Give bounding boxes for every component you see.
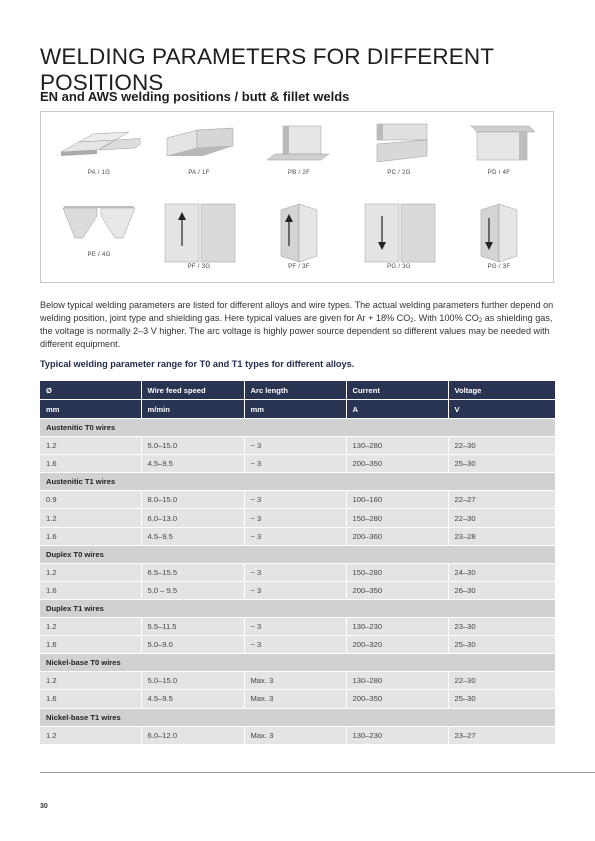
table-row [40, 455, 555, 473]
group-label: Nickel-base T1 wires [40, 708, 555, 726]
units-row [40, 400, 555, 419]
table-cell: ~ 3 [244, 636, 346, 654]
table-cell: 1.2 [40, 509, 141, 527]
table-cell: Max. 3 [244, 690, 346, 708]
table-cell: 5.5–11.5 [141, 618, 244, 636]
table-cell: ~ 3 [244, 527, 346, 545]
position-label: PG / 3G [387, 264, 411, 270]
position-label: PF / 3G [187, 264, 211, 270]
page-number: 30 [40, 803, 48, 810]
table-cell: 1.2 [40, 618, 141, 636]
pe-4g-illustration [57, 202, 141, 252]
table-cell: Max. 3 [244, 672, 346, 690]
page-title: WELDING PARAMETERS FOR DIFFERENT POSITIONS [40, 44, 494, 95]
table-cell: 150–280 [346, 509, 448, 527]
group-row [40, 473, 555, 491]
position-label: PC / 2G [387, 170, 411, 176]
table-cell: 8.0–15.0 [141, 491, 244, 509]
pb-2f-illustration [257, 120, 341, 170]
table-row [40, 618, 555, 636]
table-cell: 25–30 [448, 636, 555, 654]
group-row [40, 708, 555, 726]
table-cell: 4.5–9.5 [141, 455, 244, 473]
pg-3f-illustration [457, 202, 541, 264]
group-row [40, 545, 555, 563]
table-cell: ~ 3 [244, 455, 346, 473]
table-cell: 200–360 [346, 527, 448, 545]
pg-3g-illustration [357, 202, 441, 264]
table-cell: 1.2 [40, 672, 141, 690]
table-row [40, 581, 555, 599]
table-cell: 25–30 [448, 690, 555, 708]
table-cell: 1.2 [40, 726, 141, 744]
table-cell: 200–350 [346, 455, 448, 473]
table-cell: ~ 3 [244, 581, 346, 599]
table-cell: 200–320 [346, 636, 448, 654]
position-label: PA / 1G [87, 170, 111, 176]
table-cell: 22–27 [448, 491, 555, 509]
welding-positions-figure [40, 111, 554, 283]
column-header: Current [346, 381, 448, 400]
table-cell: 23–27 [448, 726, 555, 744]
table-cell: 4.5–9.5 [141, 690, 244, 708]
pa-1f-illustration [157, 120, 241, 170]
table-row [40, 636, 555, 654]
table-cell: 130–280 [346, 672, 448, 690]
position-label: PE / 4G [87, 252, 111, 258]
table-cell: 1.2 [40, 563, 141, 581]
footer-divider [40, 772, 595, 773]
table-cell: 22–30 [448, 672, 555, 690]
column-header: Arc length [244, 381, 346, 400]
position-label: PB / 2F [287, 170, 311, 176]
table-cell: 22–30 [448, 509, 555, 527]
table-cell: 0.9 [40, 491, 141, 509]
table-cell: Max. 3 [244, 726, 346, 744]
position-label: PG / 3F [487, 264, 511, 270]
table-cell: 5.0–9.0 [141, 636, 244, 654]
position-pa-1f [149, 120, 249, 176]
table-row [40, 437, 555, 455]
table-cell: 6.5–15.5 [141, 563, 244, 581]
group-label: Duplex T0 wires [40, 545, 555, 563]
unit-header: mm [244, 400, 346, 419]
pc-2g-illustration [357, 120, 441, 170]
table-cell: 150–280 [346, 563, 448, 581]
position-label: PF / 3F [288, 264, 310, 270]
table-cell: 22–30 [448, 437, 555, 455]
table-cell: 4.5–9.5 [141, 527, 244, 545]
position-pd-4f [449, 120, 549, 176]
group-label: Austenitic T1 wires [40, 473, 555, 491]
position-pb-2f [249, 120, 349, 176]
column-header: Ø [40, 381, 141, 400]
table-row [40, 527, 555, 545]
position-pf-3f [249, 202, 349, 270]
table-row [40, 509, 555, 527]
group-row [40, 599, 555, 617]
table-cell: 1.6 [40, 527, 141, 545]
table-cell: 6.0–12.0 [141, 726, 244, 744]
unit-header: A [346, 400, 448, 419]
welding-parameters-table [40, 381, 555, 745]
position-label: PA / 1F [188, 170, 210, 176]
table-cell: 26–30 [448, 581, 555, 599]
table-cell: 5.0–15.0 [141, 672, 244, 690]
group-label: Duplex T1 wires [40, 599, 555, 617]
position-pa-1g [49, 120, 149, 176]
pf-3f-illustration [257, 202, 341, 264]
column-header: Wire feed speed [141, 381, 244, 400]
table-cell: 200–350 [346, 690, 448, 708]
table-cell: 1.6 [40, 636, 141, 654]
intro-paragraph: Below typical welding parameters are listed for different alloys and wire types. The actual welding parameters further depend on welding position, joint type and shielding gas. Here typical values are given for Ar + 18% $CO_2$. With 100% $CO_2$ as shielding gas, the voltage is normally 2–3 V higher. The arc voltage is highly power source dependent so different values may be needed with different equipment. [40, 300, 554, 349]
column-header: Voltage [448, 381, 555, 400]
table-cell: 1.2 [40, 437, 141, 455]
position-label: PD / 4F [487, 170, 511, 176]
table-row [40, 563, 555, 581]
table-cell: ~ 3 [244, 437, 346, 455]
pf-3g-illustration [157, 202, 241, 264]
table-body [40, 419, 555, 745]
table-cell: 130–280 [346, 437, 448, 455]
section-subtitle: EN and AWS welding positions / butt & fillet welds [40, 89, 350, 104]
table-cell: 130–230 [346, 726, 448, 744]
position-pg-3g [349, 202, 449, 270]
table-cell: ~ 3 [244, 509, 346, 527]
table-row [40, 690, 555, 708]
position-pg-3f [449, 202, 549, 270]
table-cell: 200–350 [346, 581, 448, 599]
position-pe-4g [49, 202, 149, 258]
unit-header: V [448, 400, 555, 419]
table-caption: Typical welding parameter range for T0 and T1 types for different alloys. [40, 359, 355, 369]
unit-header: mm [40, 400, 141, 419]
table-cell: 6.0–13.0 [141, 509, 244, 527]
group-row [40, 419, 555, 437]
position-pf-3g [149, 202, 249, 270]
table-cell: 100–160 [346, 491, 448, 509]
table-cell: 24–30 [448, 563, 555, 581]
group-label: Nickel-base T0 wires [40, 654, 555, 672]
table-row [40, 726, 555, 744]
table-cell: 23–28 [448, 527, 555, 545]
group-row [40, 654, 555, 672]
table-cell: ~ 3 [244, 563, 346, 581]
table-row [40, 672, 555, 690]
table-row [40, 491, 555, 509]
table-cell: 23–30 [448, 618, 555, 636]
table-cell: 5.0–15.0 [141, 437, 244, 455]
pd-4f-illustration [457, 120, 541, 170]
table-cell: 25–30 [448, 455, 555, 473]
table-cell: 1.6 [40, 455, 141, 473]
table-cell: ~ 3 [244, 618, 346, 636]
table-cell: 1.6 [40, 690, 141, 708]
pa-1g-illustration [57, 120, 141, 170]
table-cell: 1.6 [40, 581, 141, 599]
group-label: Austenitic T0 wires [40, 419, 555, 437]
header-row [40, 381, 555, 400]
table-cell: 130–230 [346, 618, 448, 636]
table-cell: ~ 3 [244, 491, 346, 509]
table-cell: 5.0 – 9.5 [141, 581, 244, 599]
unit-header: m/min [141, 400, 244, 419]
position-pc-2g [349, 120, 449, 176]
